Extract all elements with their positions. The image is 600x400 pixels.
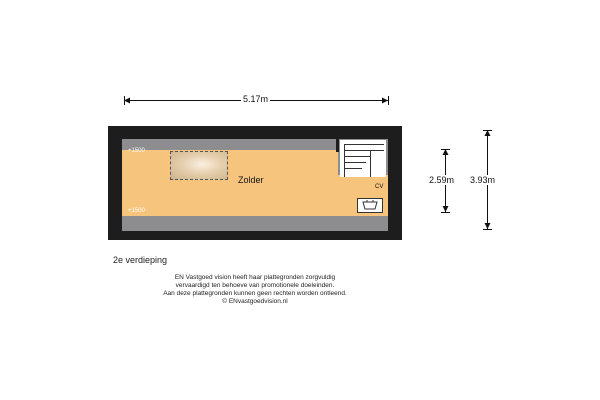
boiler-icon — [358, 199, 382, 212]
width-dimension-label: 5.17m — [243, 94, 269, 104]
outer-height-arrow-down-icon — [484, 223, 491, 229]
boiler — [357, 198, 383, 213]
stair-stringer — [370, 150, 371, 177]
disclaimer — [100, 274, 410, 306]
staircase — [340, 140, 386, 177]
stair-stringer — [344, 144, 345, 177]
stair-step — [344, 150, 384, 151]
cv-label: CV — [375, 184, 384, 190]
stair-step — [344, 144, 384, 145]
width-arrow-right-icon — [382, 97, 388, 104]
stair-step — [344, 168, 362, 169]
width-arrow-left-icon — [124, 97, 130, 104]
disclaimer-line: Aan deze plattegronden kunnen geen rechten worden ontleend. — [163, 290, 347, 297]
disclaimer-line: vervaardigd ten behoeve van promotionele doeleinden. — [175, 282, 335, 289]
width-dimension-tick-right — [388, 96, 389, 105]
skylight — [170, 151, 228, 180]
disclaimer-line: EN Vastgoed vision heeft haar plattegronden zorgvuldig — [174, 274, 336, 281]
outer-height-label: 3.93m — [470, 175, 496, 185]
inner-height-label: 2.59m — [429, 175, 455, 185]
inner-height-arrow-down-icon — [442, 206, 449, 212]
level-mark-bottom: +1500 — [128, 208, 145, 214]
attic-floor — [122, 150, 338, 216]
outer-height-tick-bottom — [483, 229, 492, 230]
inner-height-tick-bottom — [441, 212, 450, 213]
stair-wall — [336, 126, 339, 152]
floor-name: 2e verdieping — [113, 255, 168, 265]
disclaimer-line: © ENvastgoedvision.nl — [222, 298, 288, 305]
stair-step — [344, 156, 370, 157]
inner-height-arrow-up-icon — [442, 149, 449, 155]
room-label: Zolder — [238, 175, 264, 185]
stair-step — [344, 162, 366, 163]
outer-height-arrow-up-icon — [484, 130, 491, 136]
level-mark-top: +1500 — [128, 148, 145, 154]
